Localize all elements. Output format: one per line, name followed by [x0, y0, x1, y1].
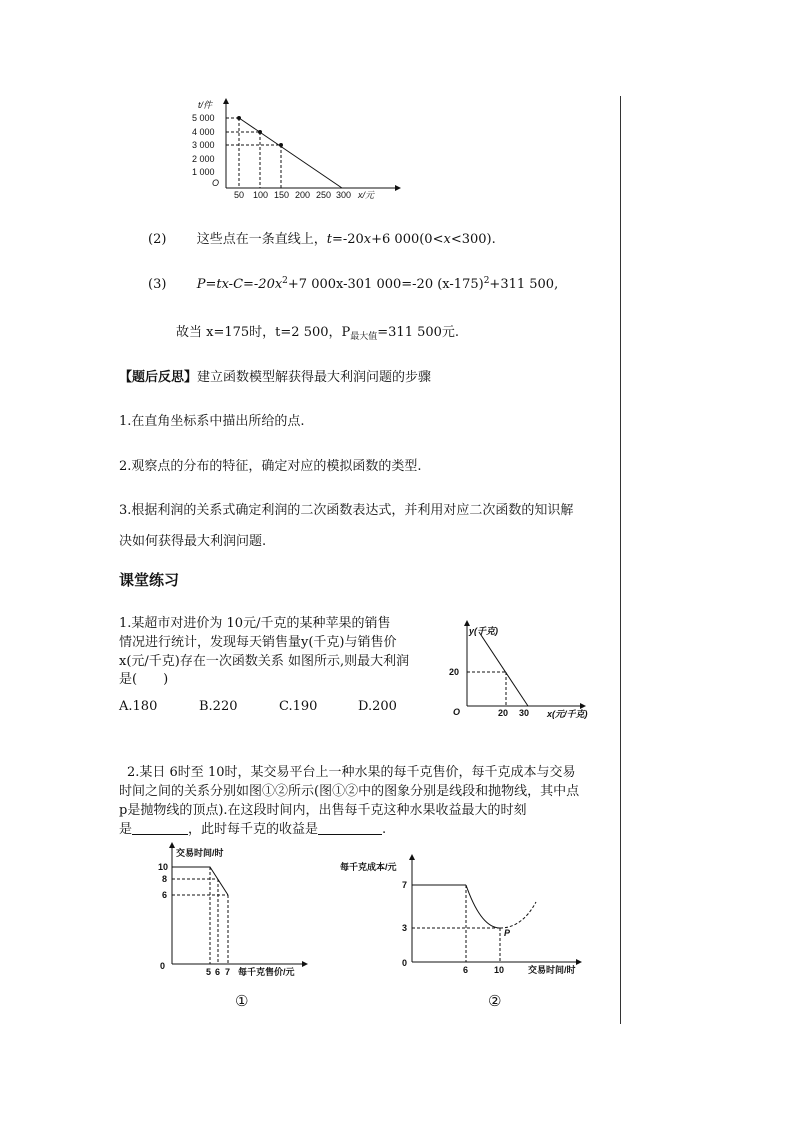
answer-blank-time[interactable]: [132, 822, 188, 835]
solution-3: [148, 276, 558, 292]
y-axis-label: t/件: [198, 100, 213, 110]
x-tick: 300: [336, 190, 352, 200]
y-tick: 3: [402, 923, 408, 933]
data-point: [279, 143, 283, 147]
figure-1-caption: ①: [235, 992, 249, 1010]
answer-blank-profit[interactable]: [318, 822, 382, 835]
reflection-step-3b: 决如何获得最大利润问题.: [119, 534, 267, 549]
y-tick: 10: [158, 862, 169, 872]
x-tick: 200: [295, 190, 311, 200]
q2-figure-1: [140, 842, 320, 978]
q1-option-c: C.190: [279, 699, 318, 714]
var-x: x: [363, 232, 372, 247]
q1-line-4: 是( ): [119, 672, 169, 687]
exponent: 2: [282, 276, 288, 286]
text: <300).: [450, 232, 496, 247]
y-tick: 5 000: [192, 113, 215, 123]
x-tick: 50: [234, 190, 245, 200]
y-tick: 3 000: [192, 140, 215, 150]
origin-label: 0: [402, 958, 408, 968]
reflection-heading: 建立函数模型解获得最大利润问题的步骤: [197, 370, 432, 385]
x-axis-label: x(元/千克): [547, 709, 588, 719]
q2-line-2: 时间之间的关系分别如图①②所示(图①②中的图象分别是线段和抛物线，其中点: [119, 784, 580, 799]
x-tick: 100: [253, 190, 269, 200]
data-point: [258, 130, 262, 134]
q1-line-2: 情况进行统计，发现每天销售量y(千克)与销售价: [119, 635, 397, 650]
cost-parabola-extension: [500, 902, 536, 928]
text: 这些点在一条直线上，: [196, 232, 327, 247]
x-tick: 6: [215, 967, 221, 977]
text: 是: [119, 822, 133, 837]
x-axis-label: 每千克售价/元: [238, 967, 295, 977]
y-tick: 8: [162, 874, 168, 884]
figure-2-caption: ②: [488, 992, 502, 1010]
formula: +7 000x-301 000=-20 (x-175): [287, 277, 484, 292]
y-tick: 20: [449, 667, 460, 677]
reflection-step-3a: 3.根据利润的关系式确定利润的二次函数表达式，并利用对应二次函数的知识解: [119, 503, 574, 518]
formula: P=tx-C=-20x: [196, 277, 283, 292]
y-axis-label: 每千克成本/元: [340, 862, 397, 872]
text: .: [382, 822, 387, 837]
q2-line-3: p是抛物线的顶点).在这段时间内，出售每千克这种水果收益最大的时刻: [119, 803, 527, 818]
page-margin-rule: [620, 96, 621, 1024]
reflection-title: [119, 366, 431, 385]
text: =-20: [331, 232, 364, 247]
solution-2: [148, 228, 496, 247]
price-segment: [172, 867, 228, 895]
solution-3-conclusion: [176, 321, 459, 342]
x-tick: 150: [274, 190, 290, 200]
reflection-label: 【题后反思】: [119, 370, 198, 385]
var-x: x: [443, 232, 451, 247]
y-tick: 6: [162, 890, 168, 900]
x-tick: 6: [463, 965, 469, 975]
data-point: [237, 116, 241, 120]
origin-label: O: [212, 178, 220, 188]
y-tick: 2 000: [192, 154, 215, 164]
text: +6 000(0<: [371, 232, 444, 247]
y-tick: 1 000: [192, 167, 215, 177]
x-tick: 10: [494, 965, 505, 975]
item-number: (3): [148, 277, 167, 292]
y-axis-label: y(千克): [469, 626, 498, 636]
x-axis-label: x/元: [358, 190, 375, 200]
x-tick: 30: [519, 708, 530, 718]
x-tick: 250: [316, 190, 332, 200]
formula: +311 500,: [489, 277, 559, 292]
var-t: t: [326, 232, 332, 247]
practice-heading: 课堂练习: [119, 571, 180, 589]
exponent: 2: [483, 276, 490, 286]
sales-line: [479, 632, 528, 706]
q1-line-1: 1.某超市对进价为 10元/千克的某种苹果的销售: [119, 616, 391, 631]
item-number: (2): [148, 232, 167, 247]
text: ，此时每千克的收益是: [188, 822, 319, 837]
reflection-step-1: 1.在直角坐标系中描出所给的点.: [119, 414, 305, 429]
origin-label: O: [453, 707, 461, 717]
subscript: 最大值: [350, 332, 378, 342]
text: 故当 x=175时，t=2 500，P: [176, 325, 351, 340]
demand-line: [239, 118, 342, 188]
cost-parabola: [466, 885, 500, 928]
reflection-step-2: 2.观察点的分布的特征，确定对应的模拟函数的类型.: [119, 459, 422, 474]
x-tick: 5: [206, 967, 212, 977]
q1-option-d: D.200: [358, 699, 397, 714]
q1-option-a: A.180: [119, 699, 158, 714]
q1-graph: [445, 620, 605, 722]
origin-label: 0: [160, 961, 166, 971]
q2-line-1: 2.某日 6时至 10时，某交易平台上一种水果的每千克售价，每千克成本与交易: [127, 765, 576, 780]
x-axis-label: 交易时间/时: [528, 965, 576, 975]
y-tick: 4 000: [192, 127, 215, 137]
q1-line-3: x(元/千克)存在一次函数关系 如图所示,则最大利润: [119, 654, 410, 669]
x-tick: 20: [498, 708, 509, 718]
price-sales-graph: [190, 98, 410, 202]
text: =311 500元.: [377, 325, 460, 340]
x-tick: 7: [225, 967, 231, 977]
q2-figure-2: [340, 852, 600, 978]
vertex-label: P: [504, 928, 511, 938]
q2-line-4: [119, 818, 386, 837]
y-tick: 7: [402, 880, 408, 890]
y-axis-label: 交易时间/时: [176, 848, 224, 858]
q1-option-b: B.220: [199, 699, 238, 714]
